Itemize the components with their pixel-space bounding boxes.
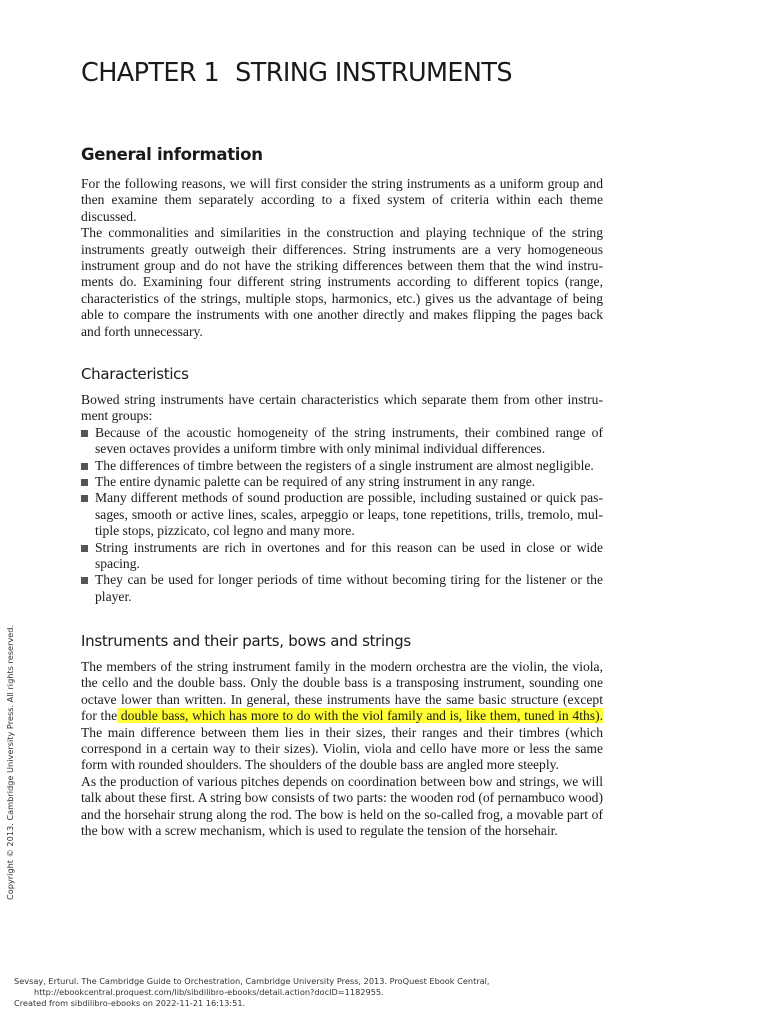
list-item-text: Because of the acoustic homogeneity of the string instruments, their combined range of seven octaves provides a uniform timbre with only minimal individual differences. <box>95 424 603 457</box>
chapter-title <box>81 58 512 88</box>
characteristics-list <box>81 425 603 605</box>
footer-created-line: Created from sibdilibro-ebooks on 2022-11-21 16:13:51. <box>14 998 246 1008</box>
parts-text-after-highlight: The main difference between them lies in their sizes, their ranges and their timbres (which correspond in a certain way to their sizes). Violin, viola and cello have more or less the same form with rounded shoulders. The shoulders of the double bass are angled more steeply. <box>81 724 603 773</box>
list-item-text: String instruments are rich in overtones and for this reason can be used in close or wide spacing. <box>95 539 603 572</box>
list-item-text: They can be used for longer periods of time without becoming tiring for the listener or the player. <box>95 572 603 604</box>
general-information-body <box>81 176 603 340</box>
side-copyright-notice: Copyright © 2013. Cambridge University Press. All rights reserved. <box>5 624 15 900</box>
characteristics-body <box>81 392 603 605</box>
characteristics-intro: Bowed string instruments have certain characteristics which separate them from other instrument groups: <box>81 392 603 424</box>
list-item-text: The differences of timbre between the registers of a single instrument are almost negligible. <box>95 457 594 473</box>
square-bullet-icon <box>81 463 88 470</box>
general-information-heading: General information <box>81 145 263 164</box>
citation-footer <box>14 976 490 1009</box>
chapter-name: STRING INSTRUMENTS <box>235 58 512 88</box>
instruments-parts-heading: Instruments and their parts, bows and strings <box>81 632 411 650</box>
square-bullet-icon <box>81 545 88 552</box>
list-item <box>81 490 603 539</box>
highlighted-text: double bass, which has more to do with the viol family and is, like them, tuned in 4ths). <box>117 708 603 724</box>
square-bullet-icon <box>81 479 88 486</box>
square-bullet-icon <box>81 577 88 584</box>
list-item <box>81 572 603 605</box>
footer-url-link[interactable]: http://ebookcentral.proquest.com/lib/sibdilibro-ebooks/detail.action?docID=1182955. <box>34 987 384 997</box>
general-paragraph-2: The commonalities and similarities in the construction and playing technique of the string instruments greatly outweigh their differences. String instruments are a very homogeneous instrument group and do not have the striking differences between them that the wind instruments do. Examining four different string instruments according to different topics (range, characteristics of the strings, multiple stops, harmonics, etc.) gives us the advantage of being able to compare the instruments with one another directly and makes flipping the pages back and forth unnecessary. <box>81 225 603 339</box>
square-bullet-icon <box>81 495 88 502</box>
parts-paragraph-2: As the production of various pitches depends on coordination between bow and strings, we will talk about these first. A string bow consists of two parts: the wooden rod (of pernambuco wood) and the horsehair strung along the rod. The bow is held on the so-called frog, a movable part of the bow with a screw mechanism, which is used to regulate the tension of the horsehair. <box>81 773 603 839</box>
parts-paragraph-1 <box>81 659 603 774</box>
general-paragraph-1: For the following reasons, we will first consider the string instruments as a uniform group and then examine them separately according to a fixed system of criteria within each theme discussed. <box>81 176 603 224</box>
list-item-text: Many different methods of sound production are possible, including sustained or quick passages, smooth or active lines, scales, arpeggio or leaps, tone repetitions, trills, tremolo, multiple stops, pizzicato, col legno and many more. <box>95 490 603 539</box>
list-item <box>81 474 603 490</box>
footer-citation-line: Sevsay, Erturul. The Cambridge Guide to Orchestration, Cambridge University Press, 2013. ProQuest Ebook Central, <box>14 976 490 986</box>
square-bullet-icon <box>81 430 88 437</box>
list-item <box>81 458 603 474</box>
instruments-parts-body <box>81 659 603 839</box>
list-item <box>81 540 603 573</box>
list-item-text: The entire dynamic palette can be required of any string instrument in any range. <box>95 474 536 490</box>
parts-text-before-highlight: The members of the string instrument family in the modern orchestra are the violin, the viola, the cello and the double bass. Only the double bass is a transposing instrument, sounding one octave lower than written. In general, these instruments have the same basic structure (except for the <box>81 659 603 724</box>
list-item <box>81 425 603 458</box>
chapter-number: CHAPTER 1 <box>81 58 220 88</box>
characteristics-heading: Characteristics <box>81 365 189 383</box>
